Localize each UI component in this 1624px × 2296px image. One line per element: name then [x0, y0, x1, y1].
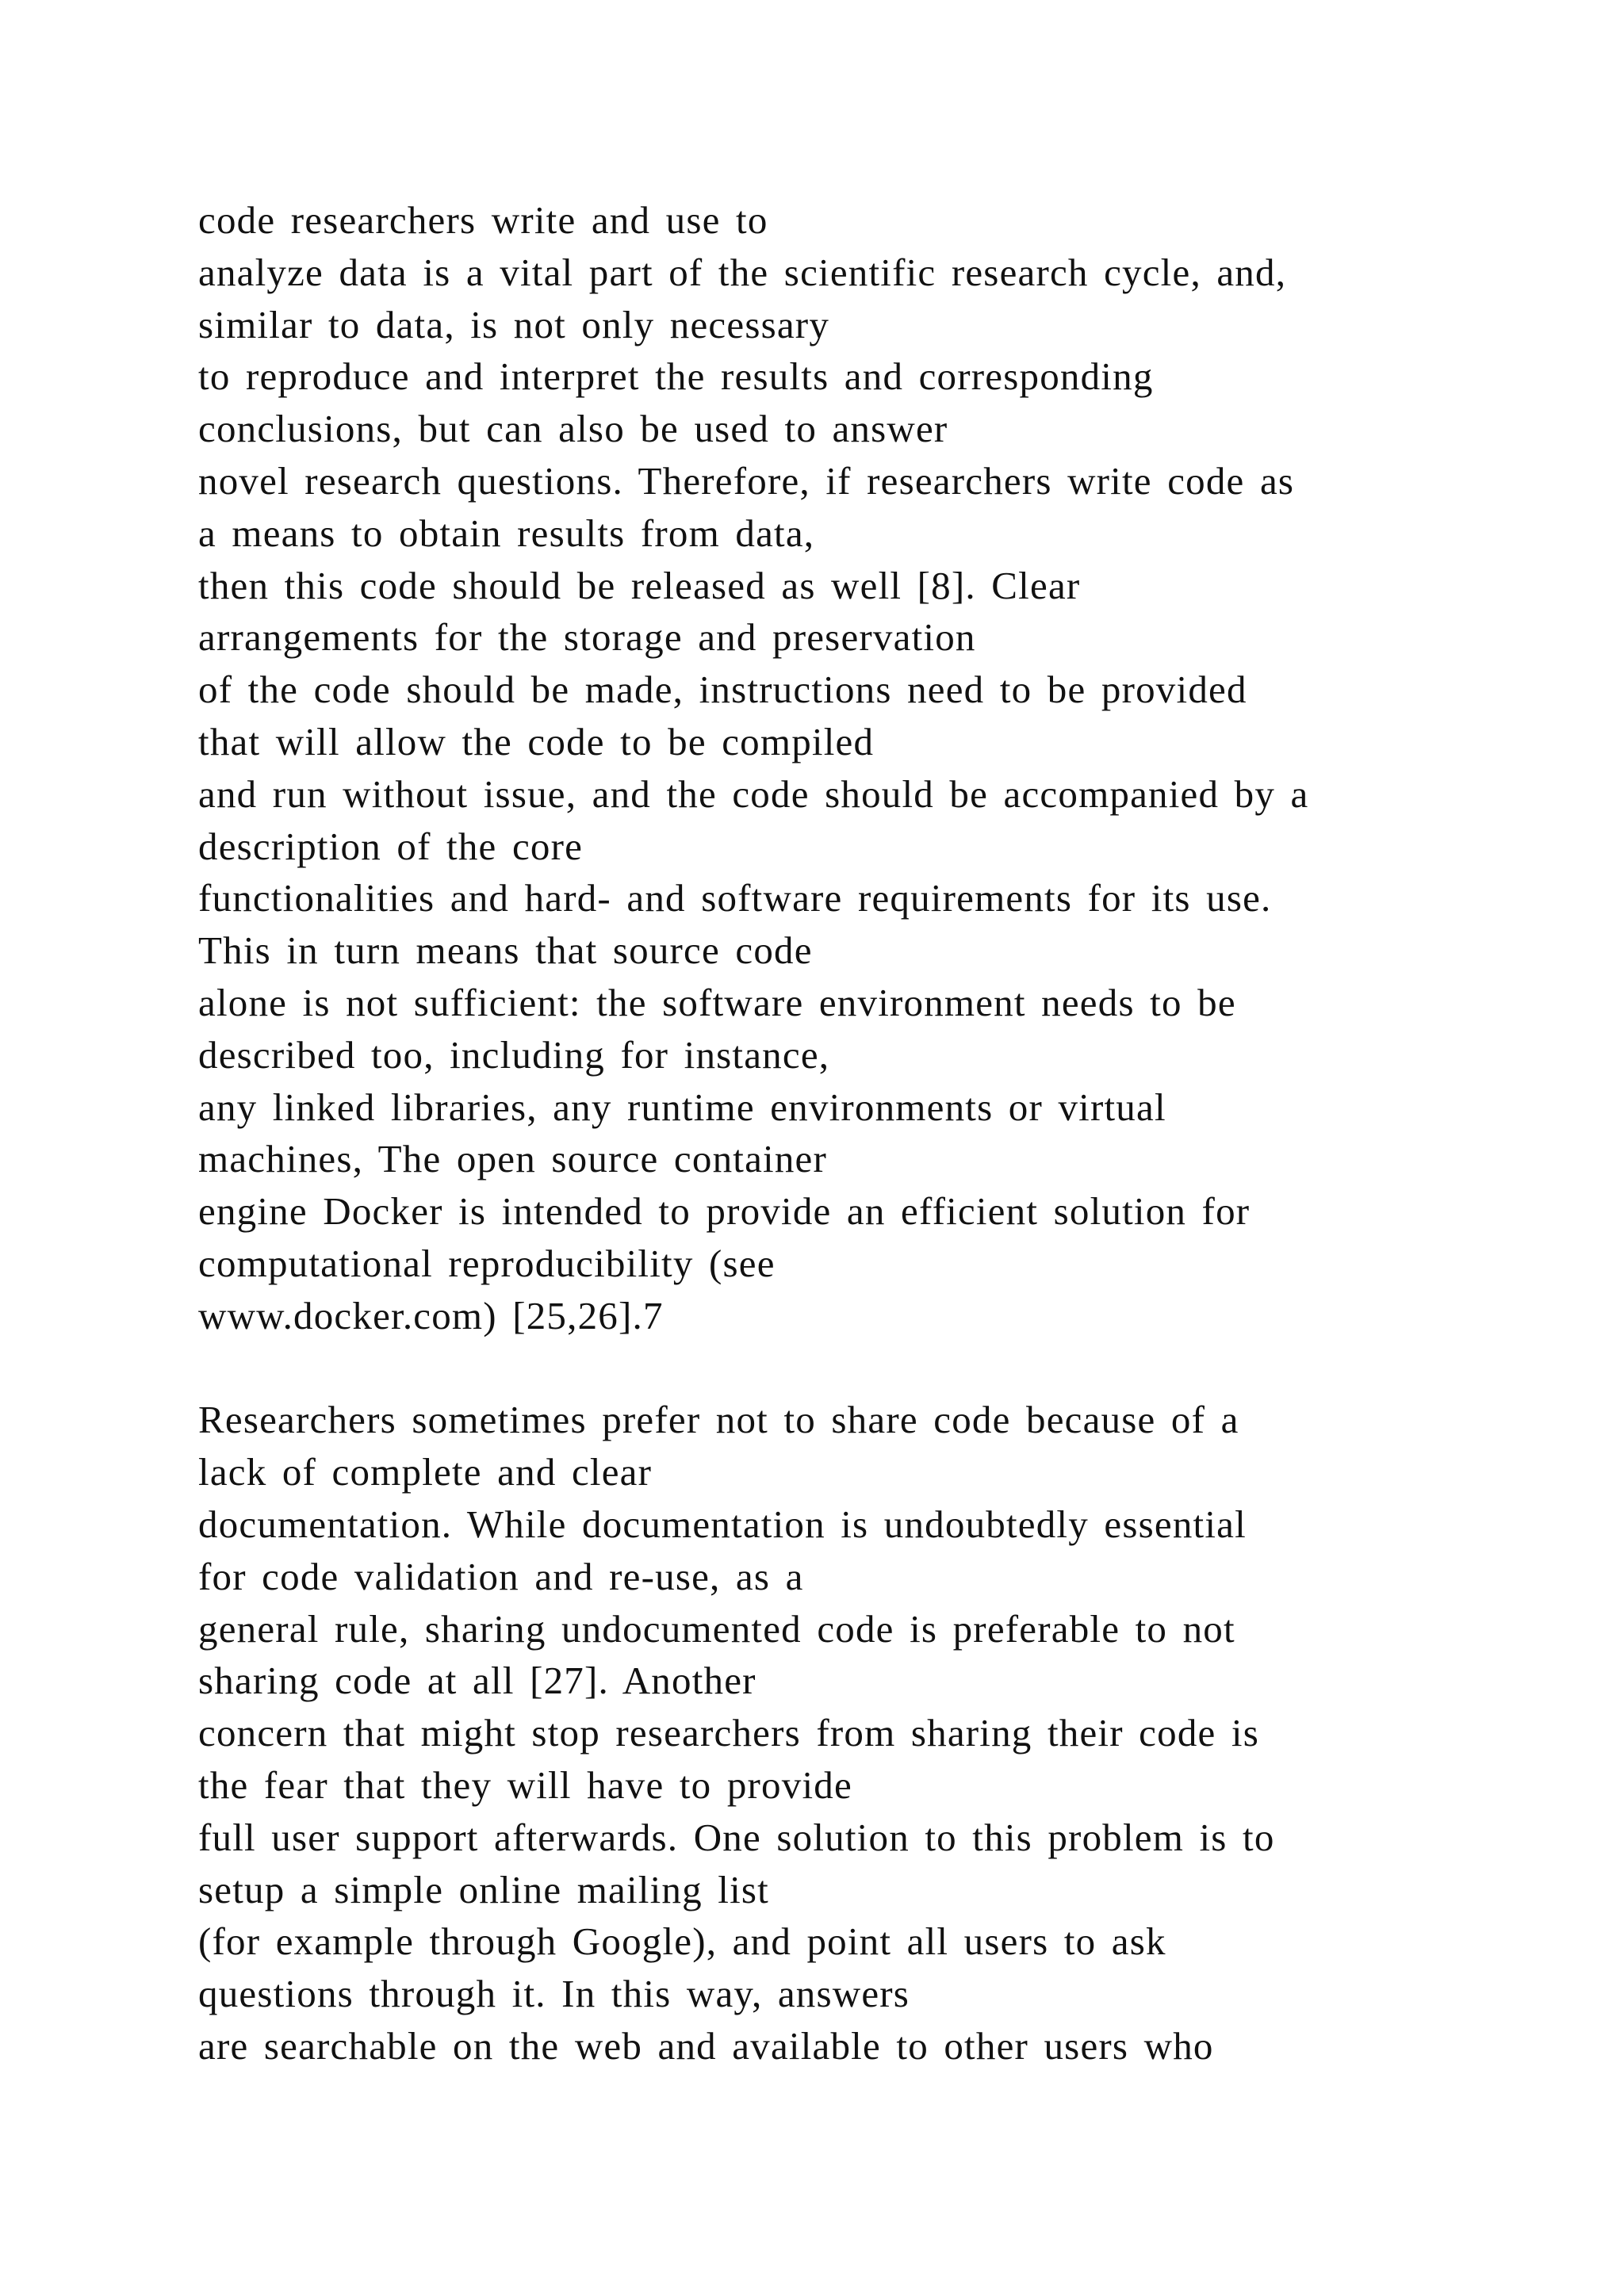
text-line: lack of complete and clear	[198, 1450, 653, 1494]
text-line: www.docker.com) [25,26].7	[198, 1293, 664, 1337]
text-line: setup a simple online mailing list	[198, 1867, 769, 1911]
text-line: description of the core	[198, 824, 584, 868]
text-line: and run without issue, and the code should be accompanied by a	[198, 771, 1309, 816]
text-line: the fear that they will have to provide	[198, 1762, 852, 1807]
text-line: general rule, sharing undocumented code is preferable to not	[198, 1606, 1235, 1651]
text-line: full user support afterwards. One solution to this problem is to	[198, 1815, 1275, 1859]
text-line: sharing code at all [27]. Another	[198, 1659, 756, 1703]
text-line: a means to obtain results from data,	[198, 511, 815, 555]
text-line: functionalities and hard- and software requirements for its use.	[198, 876, 1272, 920]
text-line: similar to data, is not only necessary	[198, 302, 830, 346]
text-line: conclusions, but can also be used to answer	[198, 407, 948, 451]
text-line: described too, including for instance,	[198, 1032, 830, 1077]
paragraph	[198, 194, 1467, 1342]
text-line: concern that might stop researchers from sharing their code is	[198, 1711, 1260, 1755]
text-line: machines, The open source container	[198, 1137, 828, 1181]
text-line: code researchers write and use to	[198, 198, 768, 242]
text-line: documentation. While documentation is undoubtedly essential	[198, 1502, 1247, 1546]
text-line: engine Docker is intended to provide an efficient solution for	[198, 1189, 1251, 1234]
text-line: then this code should be released as well [8]. Clear	[198, 563, 1081, 607]
text-line: for code validation and re-use, as a	[198, 1554, 804, 1598]
text-line: to reproduce and interpret the results and corresponding	[198, 354, 1154, 399]
paragraph-gap	[198, 1342, 1467, 1395]
text-line: analyze data is a vital part of the scientific research cycle, and,	[198, 250, 1287, 294]
text-line: are searchable on the web and available to other users who	[198, 2023, 1214, 2068]
text-line: (for example through Google), and point all users to ask	[198, 1919, 1166, 1964]
body-text	[198, 194, 1467, 2072]
text-line: that will allow the code to be compiled	[198, 719, 875, 763]
text-line: This in turn means that source code	[198, 928, 813, 973]
text-line: arrangements for the storage and preservation	[198, 615, 976, 660]
text-line: alone is not sufficient: the software environment needs to be	[198, 980, 1236, 1024]
text-line: of the code should be made, instructions need to be provided	[198, 668, 1247, 712]
text-line: any linked libraries, any runtime environments or virtual	[198, 1085, 1166, 1129]
text-line: Researchers sometimes prefer not to share code because of a	[198, 1398, 1239, 1442]
text-line: novel research questions. Therefore, if researchers write code as	[198, 458, 1295, 503]
paragraph	[198, 1394, 1467, 2072]
text-line: questions through it. In this way, answers	[198, 1972, 910, 2016]
text-line: computational reproducibility (see	[198, 1241, 776, 1285]
